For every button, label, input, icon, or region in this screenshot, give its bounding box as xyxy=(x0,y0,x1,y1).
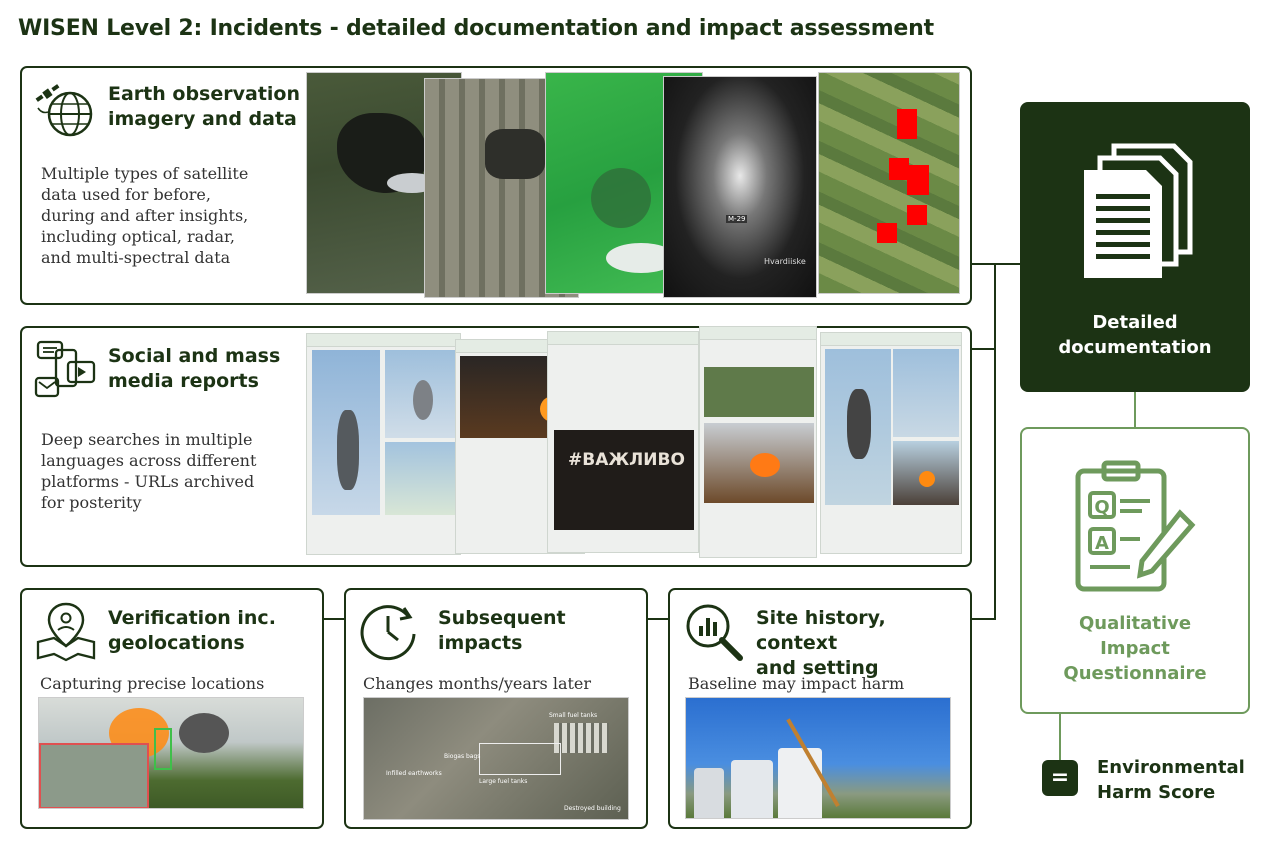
subsequent-aerial-photo xyxy=(363,697,629,820)
satellite-image-damage-map xyxy=(818,72,960,294)
questionnaire-line2: Impact xyxy=(1100,638,1170,659)
social-post-screenshot xyxy=(306,333,461,555)
earth-desc-line: including optical, radar, xyxy=(41,227,235,246)
q-letter: Q xyxy=(1094,497,1110,518)
connector-line xyxy=(972,263,996,265)
connector-line xyxy=(1059,714,1061,760)
earth-desc-line: data used for before, xyxy=(41,185,211,204)
equals-badge: = xyxy=(1042,760,1078,796)
earth-desc-line: during and after insights, xyxy=(41,206,249,225)
verification-photo xyxy=(38,697,304,809)
site-desc: Baseline may impact harm xyxy=(688,674,905,693)
photo-label: Destroyed building xyxy=(564,805,621,812)
social-desc-line: for posterity xyxy=(41,493,142,512)
map-label: M-29 xyxy=(728,215,746,223)
photo-label: Biogas bags xyxy=(444,753,481,760)
connector-line xyxy=(994,263,1020,265)
clipboard-qa-icon xyxy=(1070,459,1200,595)
site-history-photo xyxy=(685,697,951,819)
subsequent-title-line1: Subsequent xyxy=(438,607,566,629)
social-desc-line: languages across different xyxy=(41,451,257,470)
site-title-line2: and setting xyxy=(756,657,879,679)
social-title-line2: media reports xyxy=(108,370,259,392)
photo-label: Infilled earthworks xyxy=(386,770,442,777)
documentation-line1: Detailed xyxy=(1092,312,1178,333)
social-post-screenshot xyxy=(547,331,699,553)
questionnaire-box xyxy=(1020,427,1250,714)
social-media-icon xyxy=(34,340,100,404)
connector-line xyxy=(972,618,996,620)
magnifier-chart-icon xyxy=(682,600,746,664)
earth-desc-line: Multiple types of satellite xyxy=(41,164,249,183)
earth-title-line1: Earth observation xyxy=(108,83,300,105)
detailed-documentation-box xyxy=(1020,102,1250,392)
satellite-image-radar xyxy=(663,76,817,298)
site-title-line1: Site history, context xyxy=(756,607,886,654)
a-letter: A xyxy=(1095,533,1109,554)
subsequent-title-line2: impacts xyxy=(438,632,523,654)
geolocation-map-pin-icon xyxy=(34,600,98,662)
photo-label: Small fuel tanks xyxy=(549,712,598,719)
page-title: WISEN Level 2: Incidents - detailed documentation and impact assessment xyxy=(18,16,934,41)
social-post-screenshot xyxy=(820,332,962,554)
social-title-line1: Social and mass xyxy=(108,345,281,367)
satellite-globe-icon xyxy=(34,82,100,144)
connector-line xyxy=(972,348,996,350)
verification-title-line2: geolocations xyxy=(108,632,245,654)
verification-title-line1: Verification inc. xyxy=(108,607,276,629)
earth-desc-line: and multi-spectral data xyxy=(41,248,231,267)
photo-label: Large fuel tanks xyxy=(479,778,528,785)
connector-line xyxy=(1134,392,1136,427)
post-hashtag: #ВАЖЛИВО xyxy=(568,450,685,470)
connector-line xyxy=(994,263,996,620)
connector-line xyxy=(646,618,668,620)
verification-desc: Capturing precise locations xyxy=(40,674,265,693)
documents-stack-icon xyxy=(1076,142,1196,282)
harm-score-line2: Harm Score xyxy=(1097,782,1216,803)
social-desc-line: Deep searches in multiple xyxy=(41,430,253,449)
social-desc-line: platforms - URLs archived xyxy=(41,472,255,491)
social-post-screenshot xyxy=(699,326,817,558)
harm-score-line1: Environmental xyxy=(1097,757,1245,778)
earth-title-line2: imagery and data xyxy=(108,108,297,130)
subsequent-desc: Changes months/years later xyxy=(363,674,592,693)
clock-refresh-icon xyxy=(356,600,420,664)
map-label: Hvardiiske xyxy=(764,257,806,266)
connector-line xyxy=(323,618,345,620)
documentation-line2: documentation xyxy=(1058,337,1212,358)
questionnaire-line3: Questionnaire xyxy=(1063,663,1207,684)
questionnaire-line1: Qualitative xyxy=(1078,613,1192,634)
